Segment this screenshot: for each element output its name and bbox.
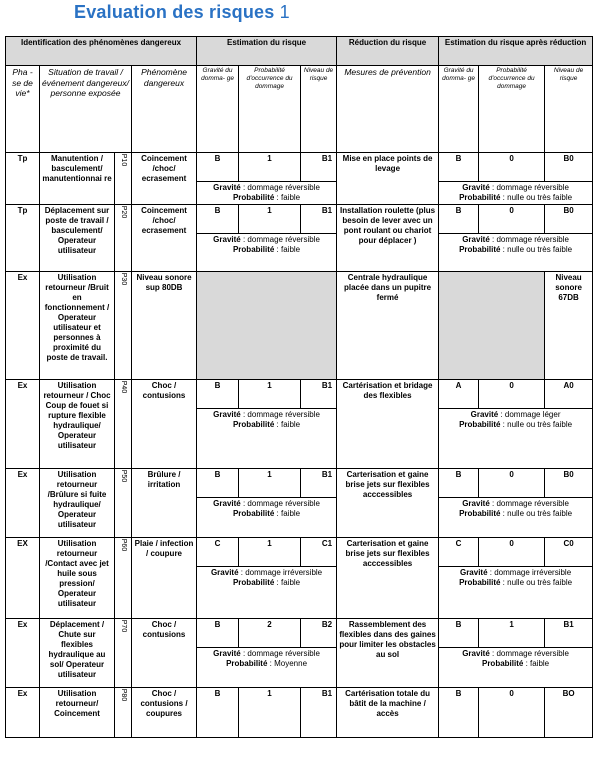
header-identification: Identification des phénomènes dangereux	[6, 37, 197, 66]
cell-phase: Ex	[6, 619, 40, 688]
table-row	[6, 469, 593, 498]
probabilite-text: : nulle ou très faible	[502, 193, 573, 202]
cell-phase: Ex	[6, 469, 40, 538]
risk-table-body	[6, 153, 593, 738]
cell-mesure: Cartérisation et bridage des flexibles	[337, 380, 439, 469]
cell-code	[115, 272, 132, 380]
cell-probabilite: 2	[239, 619, 301, 648]
table-row	[6, 205, 593, 234]
cell-summary	[197, 182, 337, 205]
cell-gravite-after: B	[439, 619, 479, 648]
cell-situation: Utilisation retourneur /Contact avec jet huile sous pression/ Operateur utilisateur	[40, 538, 115, 619]
cell-code	[115, 619, 132, 688]
table-row	[6, 688, 593, 738]
label-gravite: Gravité	[462, 235, 490, 244]
cell-situation: Utilisation retourneur /Bruit en fonctionnement / Operateur utilisateur et personnes à proximité du poste de travail.	[40, 272, 115, 380]
cell-niveau-after: B1	[545, 619, 593, 648]
header-sub-row	[6, 66, 593, 153]
cell-phase: EX	[6, 538, 40, 619]
cell-summary-after	[439, 648, 593, 688]
cell-gravite: B	[197, 469, 239, 498]
probabilite-text: : faible	[276, 509, 301, 518]
header-phenomene: Phénomène dangereux	[132, 66, 197, 153]
cell-summary	[197, 234, 337, 272]
cell-probabilite-after: 0	[479, 538, 545, 567]
cell-code	[115, 538, 132, 619]
gravite-text: : dommage réversible	[242, 183, 320, 192]
code-text: P40	[120, 380, 128, 394]
risk-table	[5, 36, 593, 738]
probabilite-text: : faible	[276, 193, 301, 202]
header-situation: Situation de travail /événement dangereux/ personne exposée	[40, 66, 132, 153]
cell-phase: Ex	[6, 272, 40, 380]
cell-gravite: B	[197, 688, 239, 738]
cell-gravite-after: A	[439, 380, 479, 409]
cell-situation: Utilisation retourneur/ Coincement	[40, 688, 115, 738]
cell-summary-after	[439, 409, 593, 469]
cell-phenomene: Choc / contusions	[132, 619, 197, 688]
label-gravite: Gravité	[213, 410, 241, 419]
label-gravite: Gravité	[459, 568, 488, 577]
label-probabilite: Probabilité	[459, 245, 501, 254]
cell-situation: Utilisation retourneur /Brûlure si fuite hydraulique/ Operateur utilisateur	[40, 469, 115, 538]
label-probabilite: Probabilité	[232, 245, 275, 254]
cell-phenomene: Plaie / infection / coupure	[132, 538, 197, 619]
header-reduction: Réduction du risque	[337, 37, 439, 66]
cell-probabilite: 1	[239, 205, 301, 234]
cell-situation: Déplacement / Chute sur flexibles hydraulique au sol/ Operateur utilisateur	[40, 619, 115, 688]
label-gravite: Gravité	[213, 183, 241, 192]
cell-situation: Utilisation retourneur / Choc Coup de fouet si rupture flexible hydraulique/ Operateur utilisateur	[40, 380, 115, 469]
cell-niveau: C1	[301, 538, 337, 567]
cell-mesure: Mise en place points de levage	[337, 153, 439, 205]
probabilite-text: : faible	[276, 420, 301, 429]
cell-phase: Tp	[6, 205, 40, 272]
label-gravite: Gravité	[210, 568, 239, 577]
gravite-text: : dommage léger	[500, 410, 561, 419]
probabilite-text: : nulle ou très faible	[502, 509, 573, 518]
label-gravite: Gravité	[462, 183, 490, 192]
cell-phenomene: Brûlure / irritation	[132, 469, 197, 538]
code-text: P20	[120, 205, 128, 219]
cell-gravite-after: C	[439, 538, 479, 567]
cell-mesure: Installation roulette (plus besoin de lever avec un pont roulant ou chariot pour déplacer )	[337, 205, 439, 272]
label-probabilite: Probabilité	[459, 509, 501, 518]
title-text: Evaluation des risques	[74, 2, 275, 22]
header-estimation-after: Estimation du risque après réduction	[439, 37, 593, 66]
cell-gravite-after: B	[439, 469, 479, 498]
header-gravite-after: Gravité du domma- ge	[439, 66, 479, 153]
cell-niveau-after: B0	[545, 205, 593, 234]
label-probabilite: Probabilité	[459, 193, 501, 202]
gravite-text: : dommage réversible	[492, 235, 569, 244]
label-probabilite: Probabilité	[232, 578, 275, 587]
cell-probabilite-after: 0	[479, 153, 545, 182]
table-row	[6, 538, 593, 567]
cell-code	[115, 205, 132, 272]
probabilite-text: : faible	[276, 578, 301, 587]
cell-estimation-after-empty	[439, 272, 545, 380]
cell-phase: Tp	[6, 153, 40, 205]
cell-niveau-after: A0	[545, 380, 593, 409]
cell-code	[115, 380, 132, 469]
gravite-text: : dommage réversible	[242, 235, 320, 244]
cell-phenomene: Coincement /choc/ ecrasement	[132, 205, 197, 272]
cell-niveau-after: B0	[545, 153, 593, 182]
cell-code	[115, 469, 132, 538]
header-estimation: Estimation du risque	[197, 37, 337, 66]
header-mesures: Mesures de prévention	[337, 66, 439, 153]
cell-estimation-empty	[197, 272, 337, 380]
cell-phase: Ex	[6, 688, 40, 738]
header-niveau: Niveau de risque	[301, 66, 337, 153]
cell-summary-after	[439, 567, 593, 619]
cell-probabilite: 1	[239, 538, 301, 567]
cell-summary	[197, 409, 337, 469]
cell-summary	[197, 648, 337, 688]
cell-gravite: B	[197, 380, 239, 409]
cell-probabilite: 1	[239, 380, 301, 409]
label-probabilite: Probabilité	[226, 659, 268, 668]
code-text: P30	[120, 272, 128, 286]
cell-probabilite-after: 0	[479, 205, 545, 234]
cell-probabilite-after: 1	[479, 619, 545, 648]
cell-gravite-after: B	[439, 688, 479, 738]
cell-summary-after	[439, 234, 593, 272]
probabilite-text: : faible	[525, 659, 550, 668]
label-gravite: Gravité	[213, 499, 241, 508]
cell-niveau-after: BO	[545, 688, 593, 738]
cell-mesure: Carterisation et gaine brise jets sur flexibles acccessibles	[337, 538, 439, 619]
header-gravite: Gravité du domma- ge	[197, 66, 239, 153]
cell-summary-after	[439, 498, 593, 538]
cell-summary	[197, 498, 337, 538]
label-gravite: Gravité	[462, 499, 490, 508]
cell-phenomene: Niveau sonore sup 80DB	[132, 272, 197, 380]
label-gravite: Gravité	[213, 649, 241, 658]
label-probabilite: Probabilité	[232, 193, 275, 202]
table-row	[6, 380, 593, 409]
cell-phenomene: Choc / contusions	[132, 380, 197, 469]
cell-summary	[197, 567, 337, 619]
header-niveau-after: Niveau de risque	[545, 66, 593, 153]
code-text: P50	[120, 469, 128, 483]
cell-mesure: Centrale hydraulique placée dans un pupitre fermé	[337, 272, 439, 380]
page-title	[74, 2, 290, 23]
gravite-text: : dommage irréversible	[489, 568, 572, 577]
title-number: 1	[279, 2, 290, 22]
code-text: P60	[120, 538, 128, 552]
cell-niveau: B1	[301, 688, 337, 738]
probabilite-text: : nulle ou très faible	[502, 420, 573, 429]
cell-gravite: C	[197, 538, 239, 567]
cell-probabilite: 1	[239, 469, 301, 498]
code-text: P10	[120, 153, 128, 167]
cell-code	[115, 153, 132, 205]
header-group-row	[6, 37, 593, 66]
header-probabilite-after: Probabilité d'occurrence du dommage	[479, 66, 545, 153]
cell-niveau: B1	[301, 380, 337, 409]
probabilite-text: : nulle ou très faible	[502, 245, 573, 254]
label-gravite: Gravité	[213, 235, 241, 244]
cell-situation: Manutention / basculement/ manutentionnai re	[40, 153, 115, 205]
cell-gravite: B	[197, 205, 239, 234]
label-probabilite: Probabilité	[232, 509, 275, 518]
header-probabilite: Probabilité d'occurrence du dommage	[239, 66, 301, 153]
table-row	[6, 153, 593, 182]
cell-niveau: B1	[301, 469, 337, 498]
gravite-text: : dommage réversible	[492, 499, 569, 508]
cell-niveau-after: B0	[545, 469, 593, 498]
cell-niveau-after: C0	[545, 538, 593, 567]
table-row	[6, 619, 593, 648]
cell-niveau: B2	[301, 619, 337, 648]
cell-gravite: B	[197, 619, 239, 648]
cell-niveau-after: Niveau sonore 67DB	[545, 272, 593, 380]
cell-gravite: B	[197, 153, 239, 182]
gravite-text: : dommage réversible	[242, 499, 320, 508]
cell-probabilite-after: 0	[479, 469, 545, 498]
gravite-text: : dommage irréversible	[240, 568, 323, 577]
gravite-text: : dommage réversible	[242, 410, 320, 419]
cell-mesure: Rassemblement des flexibles dans des gaines pour limiter les obstacles au sol	[337, 619, 439, 688]
cell-phenomene: Choc / contusions / coupures	[132, 688, 197, 738]
cell-code	[115, 688, 132, 738]
gravite-text: : dommage réversible	[492, 649, 569, 658]
cell-niveau: B1	[301, 205, 337, 234]
cell-gravite-after: B	[439, 205, 479, 234]
header-phase: Pha -se de vie*	[6, 66, 40, 153]
cell-niveau: B1	[301, 153, 337, 182]
cell-probabilite: 1	[239, 153, 301, 182]
probabilite-text: : nulle ou très faible	[502, 578, 573, 587]
code-text: P70	[120, 619, 128, 633]
cell-phenomene: Coincement /choc/ ecrasement	[132, 153, 197, 205]
cell-gravite-after: B	[439, 153, 479, 182]
label-probabilite: Probabilité	[459, 578, 501, 587]
cell-summary-after	[439, 182, 593, 205]
probabilite-text: : Moyenne	[269, 659, 308, 668]
label-probabilite: Probabilité	[232, 420, 275, 429]
label-gravite: Gravité	[470, 410, 499, 419]
cell-phase: Ex	[6, 380, 40, 469]
gravite-text: : dommage réversible	[492, 183, 569, 192]
cell-mesure: Cartérisation totale du bâtit de la machine / accès	[337, 688, 439, 738]
label-gravite: Gravité	[462, 649, 490, 658]
cell-situation: Déplacement sur poste de travail / basculement/ Operateur utilisateur	[40, 205, 115, 272]
code-text: P80	[120, 688, 128, 702]
label-probabilite: Probabilité	[459, 420, 501, 429]
cell-mesure: Carterisation et gaine brise jets sur flexibles acccessibles	[337, 469, 439, 538]
cell-probabilite-after: 0	[479, 380, 545, 409]
cell-probabilite-after: 0	[479, 688, 545, 738]
cell-probabilite: 1	[239, 688, 301, 738]
gravite-text: : dommage réversible	[242, 649, 320, 658]
table-row	[6, 272, 593, 380]
probabilite-text: : faible	[276, 245, 301, 254]
label-probabilite: Probabilité	[481, 659, 524, 668]
